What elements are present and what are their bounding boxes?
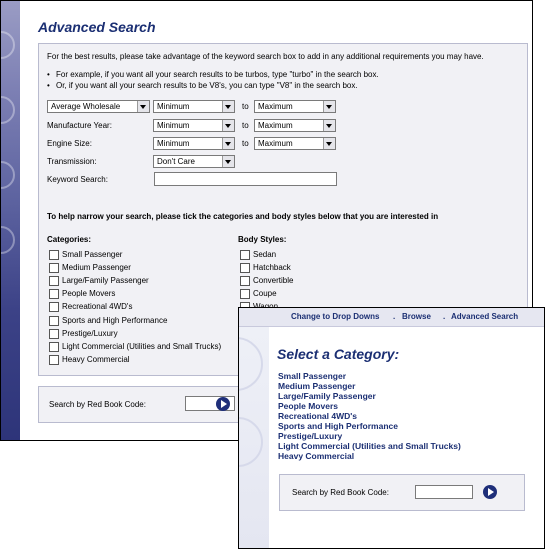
category-checkbox-people-movers[interactable]: People Movers xyxy=(49,289,115,298)
engine-size-label: Engine Size: xyxy=(47,139,92,148)
body-style-checkbox-hatchback[interactable]: Hatchback xyxy=(240,263,291,272)
red-book-search-box xyxy=(279,474,525,511)
price-max-select[interactable]: Maximum xyxy=(254,100,336,113)
chevron-down-icon xyxy=(222,138,234,149)
engine-min-select[interactable]: Minimum xyxy=(153,137,235,150)
categories-heading: Categories: xyxy=(47,235,92,244)
nav-separator: . xyxy=(443,312,446,321)
chevron-down-icon xyxy=(137,101,149,112)
body-styles-heading: Body Styles: xyxy=(238,235,287,244)
page-title: Advanced Search xyxy=(38,19,156,35)
category-link-prestige[interactable]: Prestige/Luxury xyxy=(278,431,343,441)
go-arrow-icon[interactable] xyxy=(216,397,230,411)
decorative-side-rail xyxy=(239,327,269,549)
category-checkbox-prestige[interactable]: Prestige/Luxury xyxy=(49,329,118,338)
category-link-people-movers[interactable]: People Movers xyxy=(278,401,338,411)
category-link-sports[interactable]: Sports and High Performance xyxy=(278,421,398,431)
narrow-instructions: To help narrow your search, please tick the categories and body styles below that you are interested in xyxy=(47,212,439,221)
year-min-select[interactable]: Minimum xyxy=(153,119,235,132)
red-book-code-input[interactable] xyxy=(415,485,473,499)
to-label: to xyxy=(242,102,249,111)
body-style-checkbox-coupe[interactable]: Coupe xyxy=(240,289,277,298)
category-checkbox-large-family[interactable]: Large/Family Passenger xyxy=(49,276,149,285)
nav-link-change-to-drop-downs[interactable]: Change to Drop Downs xyxy=(291,312,380,321)
transmission-label: Transmission: xyxy=(47,157,97,166)
decorative-side-rail xyxy=(1,1,20,441)
category-link-recreational-4wd[interactable]: Recreational 4WD's xyxy=(278,411,358,421)
price-min-select[interactable]: Minimum xyxy=(153,100,235,113)
intro-text: For the best results, please take advantage of the keyword search box to add in any additional requirements you may have. xyxy=(47,52,484,61)
category-link-heavy-commercial[interactable]: Heavy Commercial xyxy=(278,451,355,461)
keyword-search-input[interactable] xyxy=(154,172,337,186)
select-category-window xyxy=(238,307,545,549)
transmission-select[interactable]: Don't Care xyxy=(153,155,235,168)
category-checkbox-heavy-commercial[interactable]: Heavy Commercial xyxy=(49,355,130,364)
category-checkbox-light-commercial[interactable]: Light Commercial (Utilities and Small Trucks) xyxy=(49,342,221,351)
to-label: to xyxy=(242,139,249,148)
red-book-label: Search by Red Book Code: xyxy=(292,488,389,497)
chevron-down-icon xyxy=(222,101,234,112)
price-type-select[interactable]: Average Wholesale xyxy=(47,100,150,113)
red-book-label: Search by Red Book Code: xyxy=(49,400,146,409)
tip-bullet: • For example, if you want all your search results to be turbos, type "turbo" in the search box. xyxy=(56,70,379,79)
engine-max-select[interactable]: Maximum xyxy=(254,137,336,150)
category-link-light-commercial[interactable]: Light Commercial (Utilities and Small Trucks) xyxy=(278,441,461,451)
category-checkbox-small-passenger[interactable]: Small Passenger xyxy=(49,250,122,259)
chevron-down-icon xyxy=(323,138,335,149)
go-arrow-icon[interactable] xyxy=(483,485,497,499)
category-checkbox-medium-passenger[interactable]: Medium Passenger xyxy=(49,263,131,272)
category-checkbox-recreational-4wd[interactable]: Recreational 4WD's xyxy=(49,302,132,311)
nav-link-advanced-search[interactable]: Advanced Search xyxy=(451,312,519,321)
chevron-down-icon xyxy=(323,120,335,131)
nav-separator: . xyxy=(393,312,396,321)
chevron-down-icon xyxy=(323,101,335,112)
body-style-checkbox-sedan[interactable]: Sedan xyxy=(240,250,276,259)
category-checkbox-sports[interactable]: Sports and High Performance xyxy=(49,316,167,325)
category-link-small-passenger[interactable]: Small Passenger xyxy=(278,371,347,381)
page-title: Select a Category: xyxy=(277,346,400,362)
chevron-down-icon xyxy=(222,156,234,167)
year-max-select[interactable]: Maximum xyxy=(254,119,336,132)
tip-bullet: • Or, if you want all your search results to be V8's, you can type "V8" in the search box. xyxy=(56,81,358,90)
body-style-checkbox-convertible[interactable]: Convertible xyxy=(240,276,293,285)
category-link-large-family[interactable]: Large/Family Passenger xyxy=(278,391,376,401)
category-link-medium-passenger[interactable]: Medium Passenger xyxy=(278,381,356,391)
nav-link-browse[interactable]: Browse xyxy=(402,312,431,321)
chevron-down-icon xyxy=(222,120,234,131)
to-label: to xyxy=(242,121,249,130)
keyword-label: Keyword Search: xyxy=(47,175,108,184)
top-navigation xyxy=(239,308,544,327)
manufacture-year-label: Manufacture Year: xyxy=(47,121,112,130)
